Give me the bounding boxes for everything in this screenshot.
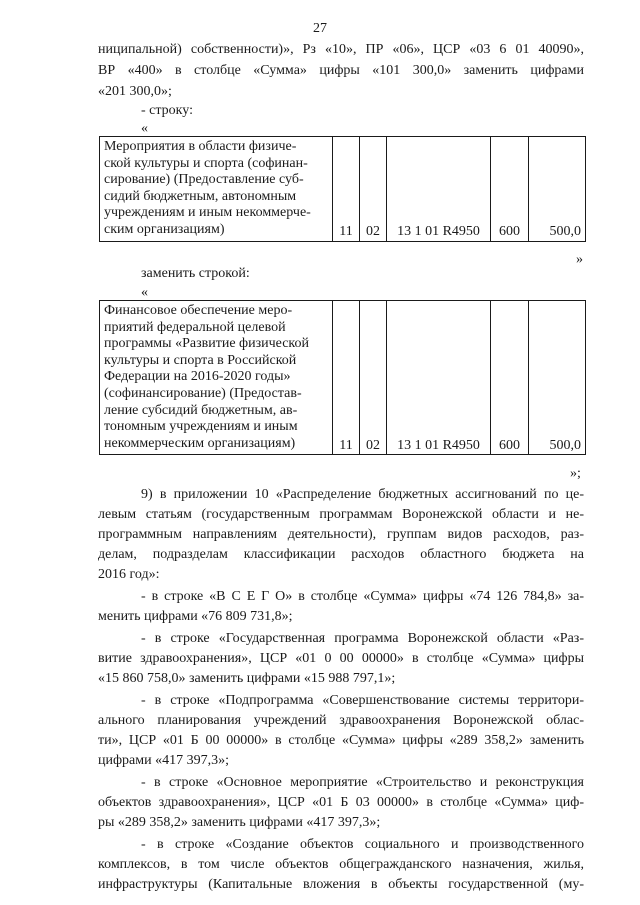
item3-line-1: - в строке «Подпрограмма «Совершенствование системы территори- bbox=[141, 693, 584, 708]
item3-line-3: ти», ЦСР «01 Б 00 00000» в столбце «Сумма» цифры «289 358,2» заменить bbox=[98, 733, 584, 748]
old-name-line: ским организациям) bbox=[104, 221, 225, 237]
open-quote-2: « bbox=[141, 285, 148, 300]
old-name-line: сидий бюджетным, автономным bbox=[104, 188, 297, 204]
new-row-name bbox=[100, 301, 333, 455]
new-name-line: Федерации на 2016-2020 годы» bbox=[104, 369, 291, 385]
item2-line-1: - в строке «Государственная программа Воронежской области «Раз- bbox=[141, 631, 584, 646]
item3-line-4: цифрами «417 397,3»; bbox=[98, 753, 230, 768]
open-quote-1: « bbox=[141, 121, 148, 136]
para9-line-2: левым статьям (государственным программам Воронежской области и не- bbox=[98, 507, 584, 522]
new-name-line: (софинансирование) (Предостав- bbox=[104, 385, 302, 401]
old-row-pr: 02 bbox=[360, 137, 387, 242]
new-row-pr: 02 bbox=[360, 301, 387, 455]
old-row-rz: 11 bbox=[333, 137, 360, 242]
new-name-line: ление субсидий бюджетным, ав- bbox=[104, 402, 298, 418]
zamenit-label: заменить строкой: bbox=[141, 266, 250, 281]
item5-line-2: комплексов, в том числе объектов общегражданского назначения, жилья, bbox=[98, 857, 584, 872]
table-row bbox=[100, 137, 586, 242]
para9-line-3: программным направлениям деятельности), группам видов расходов, раз- bbox=[98, 527, 584, 542]
close-quote-1: » bbox=[576, 252, 583, 267]
item4-line-1: - в строке «Основное мероприятие «Строительство и реконструкция bbox=[141, 775, 584, 790]
old-row-name bbox=[100, 137, 333, 242]
new-name-line: Финансовое обеспечение меро- bbox=[104, 303, 293, 318]
page-number: 27 bbox=[313, 21, 327, 36]
para9-line-5: 2016 год»: bbox=[98, 567, 160, 582]
old-row-sum: 500,0 bbox=[529, 137, 586, 242]
table-row bbox=[100, 301, 586, 455]
item4-line-2: объектов здравоохранения», ЦСР «01 Б 03 00000» в столбце «Сумма» циф- bbox=[98, 795, 584, 810]
para9-line-1: 9) в приложении 10 «Распределение бюджетных ассигнований по це- bbox=[141, 487, 584, 502]
para9-line-4: делам, подразделам классификации расходов областного бюджета на bbox=[98, 547, 584, 562]
new-name-line: некоммерческим организациям) bbox=[104, 435, 296, 451]
old-row-table bbox=[99, 136, 586, 242]
new-name-line: культуры и спорта в Российской bbox=[104, 352, 297, 368]
new-row-sum: 500,0 bbox=[529, 301, 586, 455]
item1-line-1: - в строке «В С Е Г О» в столбце «Сумма» цифры «74 126 784,8» за- bbox=[141, 589, 584, 604]
item2-line-2: витие здравоохранения», ЦСР «01 0 00 00000» в столбце «Сумма» цифры bbox=[98, 651, 584, 666]
old-name-line: Мероприятия в области физиче- bbox=[104, 139, 297, 154]
item5-line-1: - в строке «Создание объектов социального и производственного bbox=[141, 837, 584, 852]
new-row-csr: 13 1 01 R4950 bbox=[387, 301, 491, 455]
intro-line-3: «201 300,0»; bbox=[98, 84, 172, 99]
old-name-line: учреждениям и иным некоммерче- bbox=[104, 205, 311, 221]
item2-line-3: «15 860 758,0» заменить цифрами «15 988 797,1»; bbox=[98, 671, 396, 686]
old-row-csr: 13 1 01 R4950 bbox=[387, 137, 491, 242]
item5-line-3: инфраструктуры (Капитальные вложения в объекты государственной (му- bbox=[98, 877, 584, 892]
stroku-label: - строку: bbox=[141, 103, 193, 118]
item1-line-2: менить цифрами «76 809 731,8»; bbox=[98, 609, 293, 624]
item4-line-3: ры «289 358,2» заменить цифрами «417 397,3»; bbox=[98, 815, 381, 830]
new-row-rz: 11 bbox=[333, 301, 360, 455]
intro-line-1: ниципальной) собственности)», Рз «10», ПР «06», ЦСР «03 6 01 40090», bbox=[98, 42, 584, 57]
new-row-vr: 600 bbox=[491, 301, 529, 455]
intro-line-2: ВР «400» в столбце «Сумма» цифры «101 300,0» заменить цифрами bbox=[98, 63, 584, 78]
new-name-line: программы «Развитие физической bbox=[104, 336, 310, 352]
new-name-line: приятий федеральной целевой bbox=[104, 319, 286, 335]
new-name-line: тономным учреждениям и иным bbox=[104, 419, 298, 435]
old-name-line: сирование) (Предоставление суб- bbox=[104, 172, 304, 188]
close-quote-2: »; bbox=[570, 466, 581, 481]
old-name-line: ской культуры и спорта (софинан- bbox=[104, 155, 308, 171]
new-row-table bbox=[99, 300, 586, 455]
old-row-vr: 600 bbox=[491, 137, 529, 242]
item3-line-2: ального планирования учреждений здравоохранения Воронежской облас- bbox=[98, 713, 584, 728]
